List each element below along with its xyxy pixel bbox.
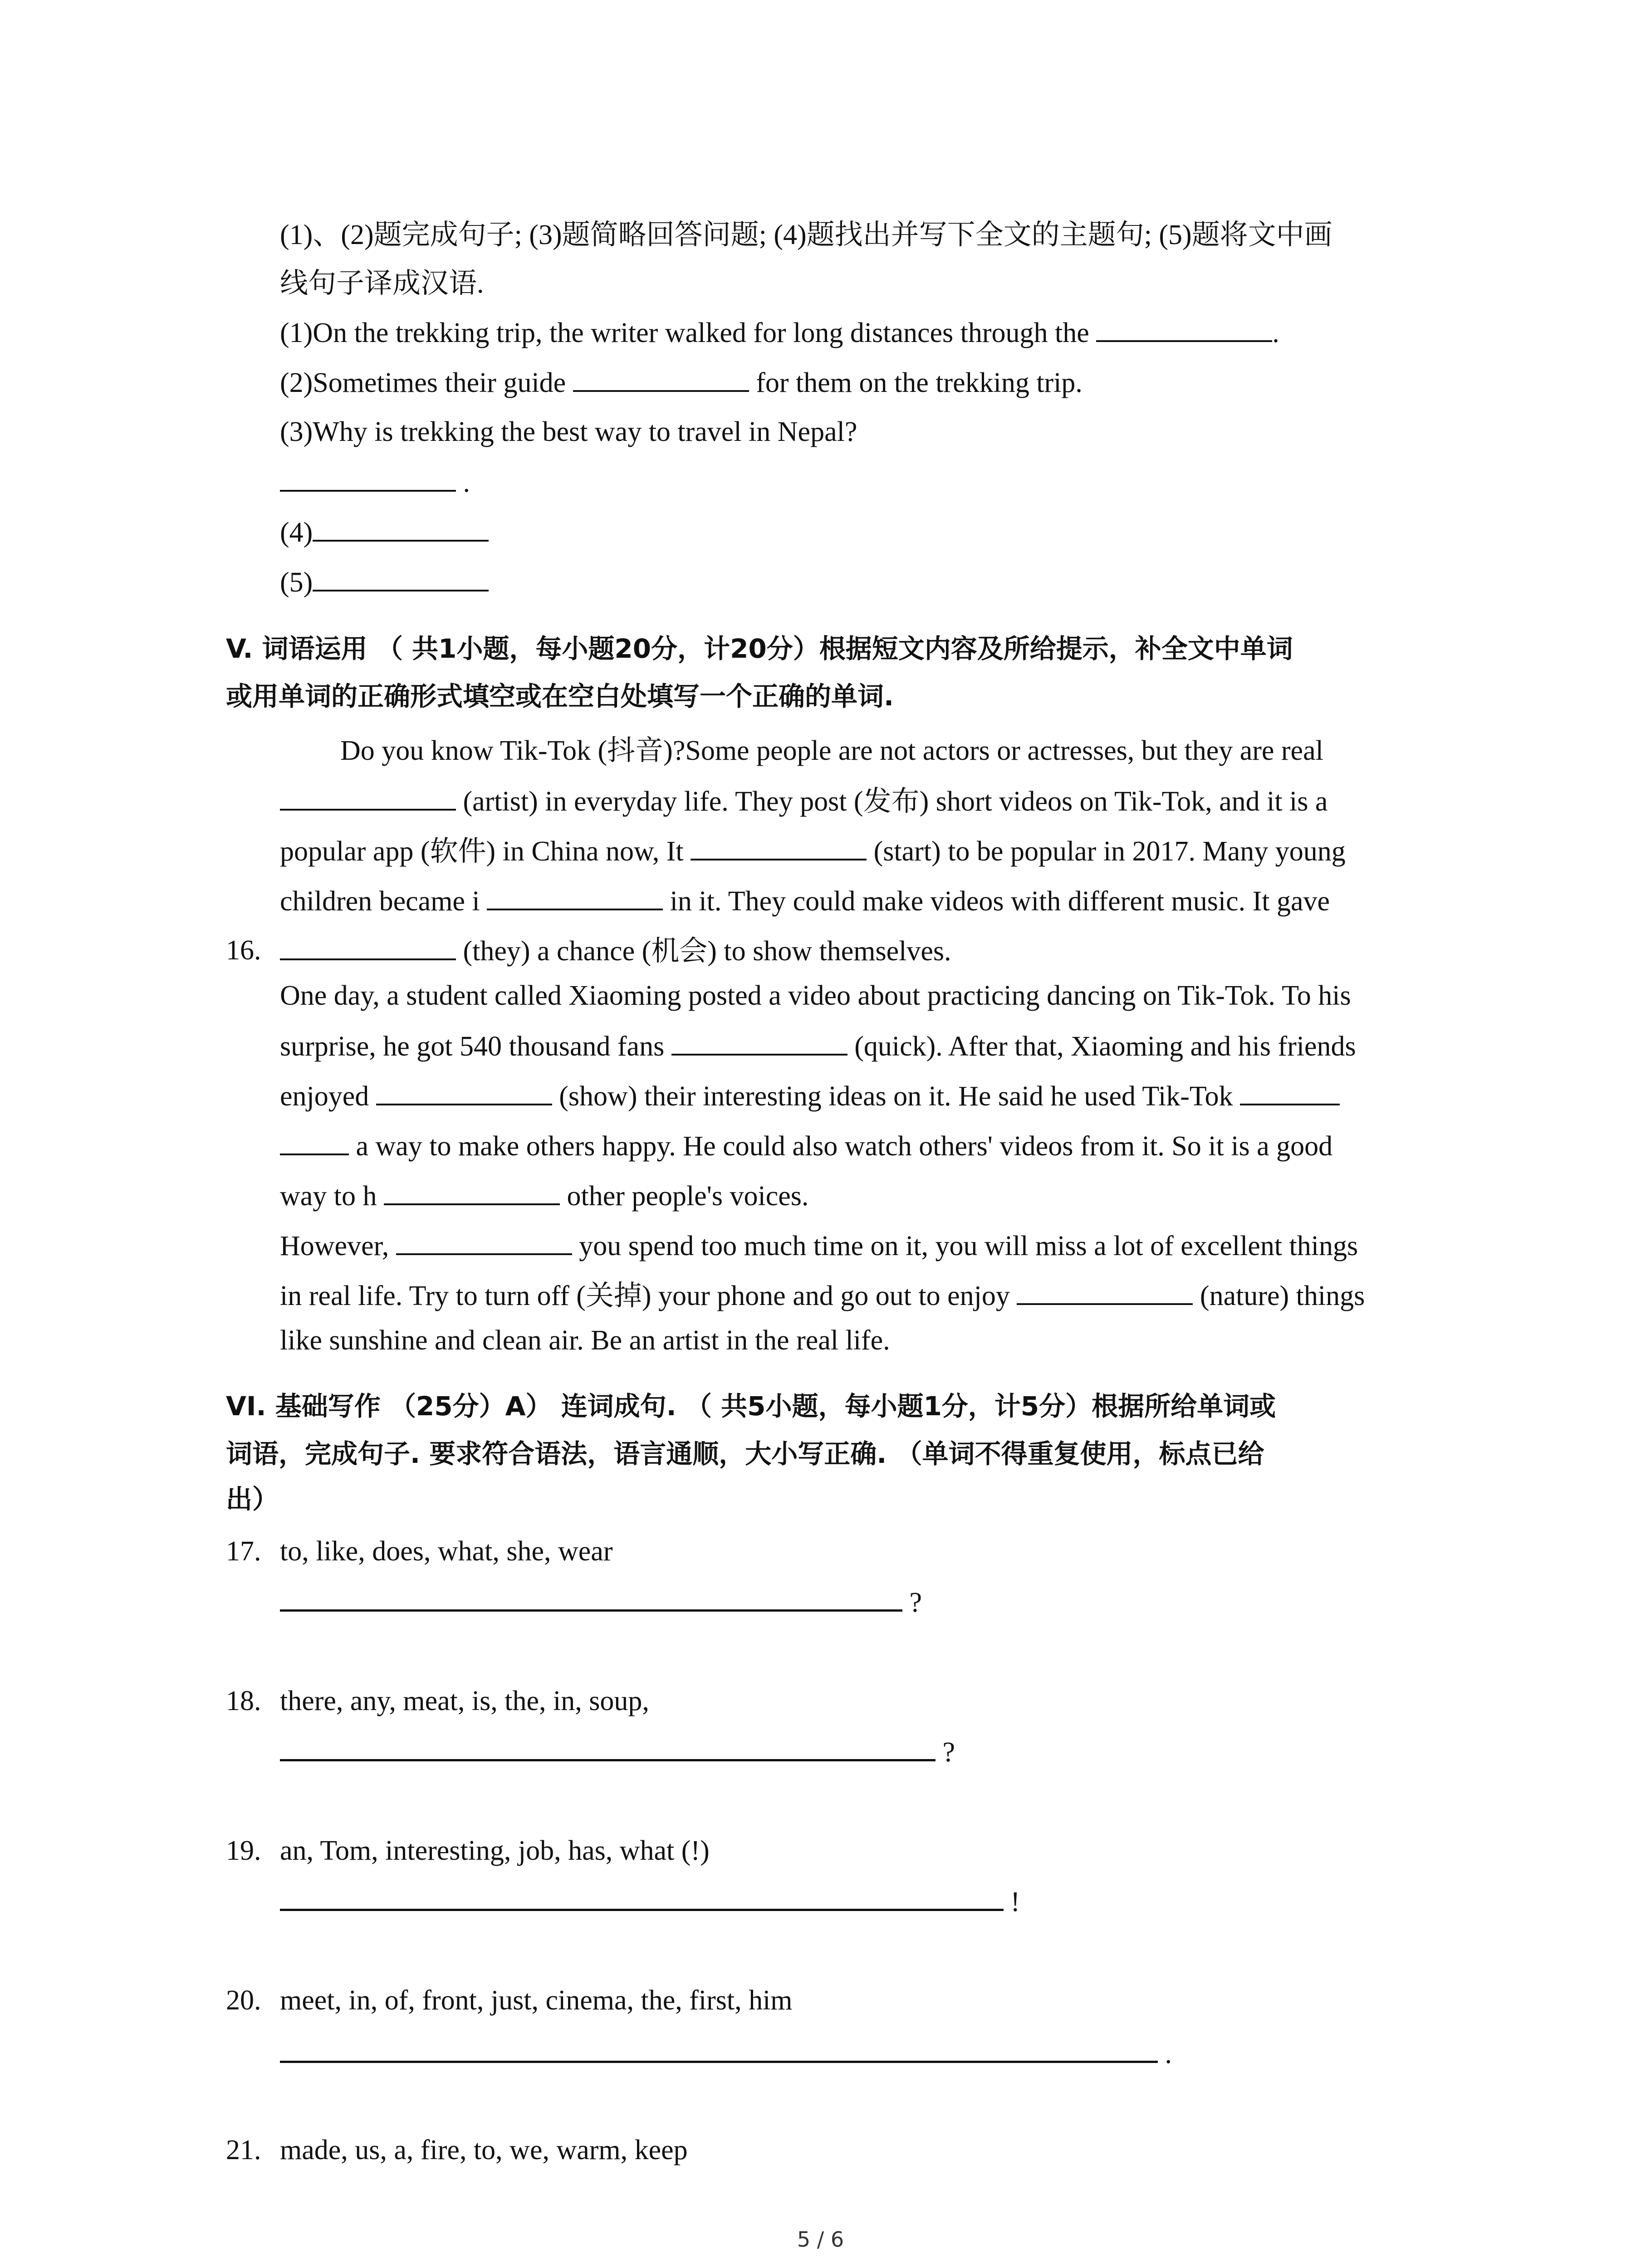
question-number: 19. bbox=[226, 1835, 261, 1866]
question-number: 20. bbox=[226, 1985, 261, 2016]
answer-blank[interactable] bbox=[280, 782, 456, 811]
reading-question-2: (2)Sometimes their guide for them on the trekking trip. bbox=[280, 364, 1460, 401]
question-number: 21. bbox=[226, 2135, 261, 2165]
answer-line: . bbox=[280, 2034, 1460, 2072]
word-list: made, us, a, fire, to, we, warm, keep bbox=[280, 2135, 688, 2165]
answer-blank-continued[interactable] bbox=[280, 1127, 349, 1155]
answer-blank[interactable] bbox=[280, 2034, 1158, 2063]
word-list: an, Tom, interesting, job, has, what (!) bbox=[280, 1835, 710, 1866]
passage-line: way to h other people's voices. bbox=[280, 1177, 1460, 1214]
reading-instructions-line-1: (1)、(2)题完成句子; (3)题简略回答问题; (4)题找出并写下全文的主题句; (5)题将文中画 bbox=[280, 220, 1332, 250]
passage-line: One day, a student called Xiaoming posted a video about practicing dancing on Tik-Tok. To his bbox=[280, 980, 1351, 1011]
answer-blank[interactable] bbox=[280, 932, 456, 960]
section-6-heading-line-1: VI. 基础写作 （25分）A） 连词成句. （ 共5小题，每小题1分，计5分）根据所给单词或 bbox=[226, 1391, 1276, 1422]
passage-line: Do you know Tik-Tok (抖音)?Some people are not actors or actresses, but they are real bbox=[340, 735, 1323, 766]
reading-question-1: (1)On the trekking trip, the writer walked for long distances through the . bbox=[280, 314, 1460, 351]
question-number: 17. bbox=[226, 1536, 261, 1567]
answer-blank[interactable] bbox=[1096, 314, 1272, 342]
answer-blank[interactable] bbox=[280, 1583, 902, 1612]
answer-blank[interactable] bbox=[671, 1027, 847, 1056]
section-6-heading-line-2: 词语，完成句子. 要求符合语法，语言通顺，大小写正确. （单词不得重复使用，标点已给 bbox=[226, 1438, 1264, 1469]
answer-blank[interactable] bbox=[396, 1227, 572, 1255]
answer-blank[interactable] bbox=[313, 513, 489, 542]
word-list: there, any, meat, is, the, in, soup, bbox=[280, 1686, 649, 1716]
answer-blank[interactable] bbox=[573, 364, 749, 392]
passage-line: However, you spend too much time on it, you will miss a lot of excellent things bbox=[280, 1227, 1460, 1264]
section-5-heading-line-1: V. 词语运用 （ 共1小题，每小题20分，计20分）根据短文内容及所给提示，补全文中单词 bbox=[226, 633, 1293, 664]
answer-blank[interactable] bbox=[280, 464, 456, 492]
word-list: to, like, does, what, she, wear bbox=[280, 1536, 613, 1567]
answer-blank[interactable] bbox=[1240, 1077, 1340, 1105]
passage-line: (artist) in everyday life. They post (发布) short videos on Tik-Tok, and it is a bbox=[280, 782, 1460, 820]
answer-blank[interactable] bbox=[376, 1077, 552, 1105]
answer-blank[interactable] bbox=[280, 1882, 1004, 1911]
question-number: 16. bbox=[226, 935, 261, 966]
answer-blank[interactable] bbox=[280, 1733, 936, 1761]
question-number: 18. bbox=[226, 1686, 261, 1716]
reading-question-3: (3)Why is trekking the best way to travel in Nepal? bbox=[280, 416, 857, 447]
answer-blank[interactable] bbox=[1017, 1277, 1193, 1305]
answer-line: ? bbox=[280, 1733, 1460, 1770]
answer-blank[interactable] bbox=[487, 882, 663, 910]
passage-line: a way to make others happy. He could also watch others' videos from it. So it is a good bbox=[280, 1127, 1460, 1164]
passage-line: enjoyed (show) their interesting ideas on it. He said he used Tik-Tok bbox=[280, 1077, 1460, 1114]
reading-question-4: (4) bbox=[280, 513, 1460, 551]
answer-line: ? bbox=[280, 1583, 1460, 1621]
passage-line: popular app (软件) in China now, It (start) to be popular in 2017. Many young bbox=[280, 832, 1460, 870]
passage-line: like sunshine and clean air. Be an artist in the real life. bbox=[280, 1325, 890, 1356]
section-6-heading-line-3: 出） bbox=[226, 1484, 279, 1515]
passage-line: surprise, he got 540 thousand fans (quick). After that, Xiaoming and his friends bbox=[280, 1027, 1460, 1065]
reading-answer-3: . bbox=[280, 464, 1460, 501]
passage-line: (they) a chance (机会) to show themselves. bbox=[280, 932, 1460, 969]
section-5-heading-line-2: 或用单词的正确形式填空或在空白处填写一个正确的单词. bbox=[226, 681, 894, 712]
answer-blank[interactable] bbox=[691, 832, 867, 860]
word-list: meet, in, of, front, just, cinema, the, first, him bbox=[280, 1985, 793, 2016]
reading-instructions-line-2: 线句子译成汉语. bbox=[280, 268, 484, 299]
passage-line: children became i in it. They could make videos with different music. It gave bbox=[280, 882, 1460, 919]
answer-blank[interactable] bbox=[313, 563, 489, 591]
passage-line: in real life. Try to turn off (关掉) your phone and go out to enjoy (nature) things bbox=[280, 1277, 1460, 1314]
reading-question-5: (5) bbox=[280, 563, 1460, 601]
answer-blank[interactable] bbox=[384, 1177, 560, 1205]
answer-line: ! bbox=[280, 1882, 1460, 1920]
page-number: 5 / 6 bbox=[797, 2227, 844, 2252]
